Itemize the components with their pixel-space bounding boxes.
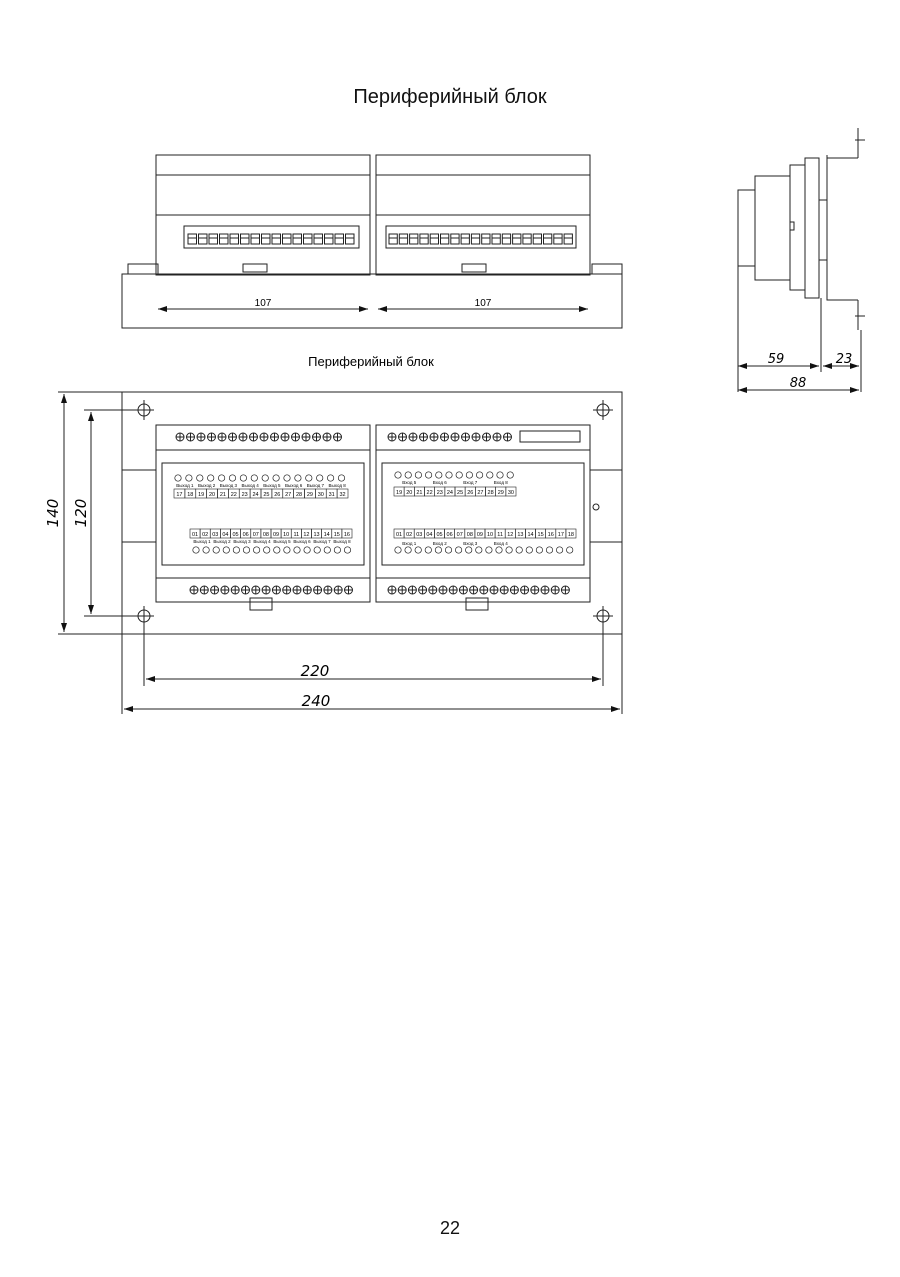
- input-label-bottom: Вход 3: [463, 541, 478, 546]
- right-bottom-terminal-17: 17: [557, 532, 564, 538]
- right-top-terminal-20: 20: [406, 490, 413, 496]
- right-bottom-terminal-11: 11: [497, 532, 504, 538]
- dim-107-right: 107: [474, 298, 492, 309]
- output-label-bottom: Выход 5: [273, 539, 291, 544]
- dim-59: 59: [767, 352, 785, 367]
- left-top-terminal-32: 32: [339, 492, 346, 498]
- input-label: Вход 8: [493, 480, 508, 485]
- right-top-terminal-24: 24: [446, 490, 453, 496]
- page-number: 22: [439, 1218, 461, 1238]
- output-label-bottom: Выход 1: [193, 539, 211, 544]
- dim-23: 23: [835, 352, 853, 367]
- left-bottom-terminal-14: 14: [323, 532, 330, 538]
- output-label: Выход 2: [198, 483, 216, 488]
- right-bottom-terminal-03: 03: [416, 532, 423, 538]
- right-bottom-terminal-09: 09: [476, 532, 484, 538]
- left-top-terminal-21: 21: [219, 492, 226, 498]
- right-bottom-terminal-15: 15: [537, 532, 544, 538]
- left-top-terminal-30: 30: [317, 492, 324, 498]
- right-bottom-terminal-18: 18: [567, 532, 575, 538]
- dim-120: 120: [72, 498, 90, 528]
- right-bottom-terminal-01: 01: [395, 532, 403, 538]
- right-top-terminal-22: 22: [426, 490, 433, 496]
- left-bottom-terminal-05: 05: [232, 532, 239, 538]
- right-bottom-terminal-08: 08: [466, 532, 473, 538]
- left-top-terminal-24: 24: [252, 492, 259, 498]
- input-label-bottom: Вход 2: [432, 541, 447, 546]
- output-label-bottom: Выход 3: [233, 539, 251, 544]
- output-label: Выход 5: [263, 483, 281, 488]
- right-bottom-terminal-02: 02: [406, 532, 413, 538]
- dim-220: 220: [300, 662, 330, 680]
- input-label: Вход 6: [432, 480, 447, 485]
- left-top-terminal-28: 28: [296, 492, 303, 498]
- left-top-terminal-22: 22: [230, 492, 237, 498]
- output-label-bottom: Выход 2: [213, 539, 231, 544]
- left-top-terminal-17: 17: [176, 492, 183, 498]
- output-label-bottom: Выход 7: [313, 539, 331, 544]
- dim-88: 88: [789, 376, 807, 391]
- right-bottom-terminal-16: 16: [547, 532, 554, 538]
- input-label: Вход 5: [402, 480, 417, 485]
- left-top-terminal-29: 29: [306, 492, 313, 498]
- front-module-left: [156, 425, 370, 610]
- left-bottom-terminal-11: 11: [293, 532, 300, 538]
- top-view-base: [122, 274, 622, 328]
- input-label: Вход 7: [463, 480, 478, 485]
- right-bottom-terminal-13: 13: [517, 532, 524, 538]
- right-top-terminal-30: 30: [507, 490, 514, 496]
- right-top-terminal-23: 23: [436, 490, 443, 496]
- left-top-terminal-27: 27: [285, 492, 292, 498]
- mounting-plate: [122, 392, 622, 634]
- left-bottom-terminal-15: 15: [333, 532, 340, 538]
- front-view: [58, 392, 622, 714]
- output-label-bottom: Выход 6: [293, 539, 311, 544]
- output-label: Выход 7: [306, 483, 324, 488]
- right-bottom-terminal-04: 04: [426, 532, 433, 538]
- left-bottom-terminal-04: 04: [222, 532, 229, 538]
- input-label-bottom: Вход 4: [493, 541, 508, 546]
- output-label: Выход 6: [285, 483, 303, 488]
- left-bottom-terminal-03: 03: [212, 532, 219, 538]
- left-top-terminal-31: 31: [328, 492, 335, 498]
- left-bottom-terminal-16: 16: [343, 532, 350, 538]
- left-bottom-terminal-06: 06: [242, 532, 249, 538]
- right-bottom-terminal-06: 06: [446, 532, 453, 538]
- right-bottom-terminal-05: 05: [436, 532, 443, 538]
- right-top-terminal-27: 27: [477, 490, 484, 496]
- right-top-terminal-25: 25: [457, 490, 464, 496]
- right-top-terminal-28: 28: [487, 490, 494, 496]
- right-bottom-terminal-12: 12: [507, 532, 514, 538]
- top-view: [122, 155, 622, 328]
- output-label-bottom: Выход 8: [333, 539, 351, 544]
- left-bottom-terminal-12: 12: [303, 532, 310, 538]
- left-bottom-terminal-10: 10: [283, 532, 290, 538]
- right-top-terminal-21: 21: [416, 490, 423, 496]
- right-bottom-terminal-14: 14: [527, 532, 534, 538]
- left-bottom-terminal-07: 07: [252, 532, 259, 538]
- output-label: Выход 4: [241, 483, 259, 488]
- top-view-module-right: [376, 155, 590, 275]
- right-top-terminal-29: 29: [497, 490, 504, 496]
- dim-140: 140: [44, 498, 62, 528]
- left-bottom-terminal-01: 01: [192, 532, 199, 538]
- left-bottom-terminal-09: 09: [273, 532, 280, 538]
- right-bottom-terminal-10: 10: [486, 532, 494, 538]
- front-module-right: [376, 425, 590, 610]
- right-bottom-terminal-07: 07: [456, 532, 463, 538]
- output-label-bottom: Выход 4: [253, 539, 271, 544]
- page-subtitle: Периферийный блок: [308, 354, 434, 369]
- top-view-module-left: [156, 155, 370, 275]
- left-bottom-terminal-02: 02: [202, 532, 209, 538]
- left-top-terminal-19: 19: [198, 492, 205, 498]
- left-top-terminal-25: 25: [263, 492, 270, 498]
- left-bottom-terminal-08: 08: [262, 532, 269, 538]
- left-top-terminal-20: 20: [209, 492, 216, 498]
- dim-240: 240: [301, 692, 331, 710]
- right-top-terminal-26: 26: [467, 490, 474, 496]
- input-label-bottom: Вход 1: [402, 541, 417, 546]
- page-title: Периферийный блок: [353, 86, 547, 108]
- output-label: Выход 8: [328, 483, 346, 488]
- left-top-terminal-26: 26: [274, 492, 281, 498]
- output-label: Выход 1: [176, 483, 194, 488]
- right-top-terminal-19: 19: [396, 490, 403, 496]
- right-label-panel: [382, 463, 584, 565]
- output-label: Выход 3: [219, 483, 237, 488]
- left-top-terminal-23: 23: [241, 492, 248, 498]
- dim-107-left: 107: [254, 298, 272, 309]
- left-top-terminal-18: 18: [187, 492, 194, 498]
- left-bottom-terminal-13: 13: [313, 532, 320, 538]
